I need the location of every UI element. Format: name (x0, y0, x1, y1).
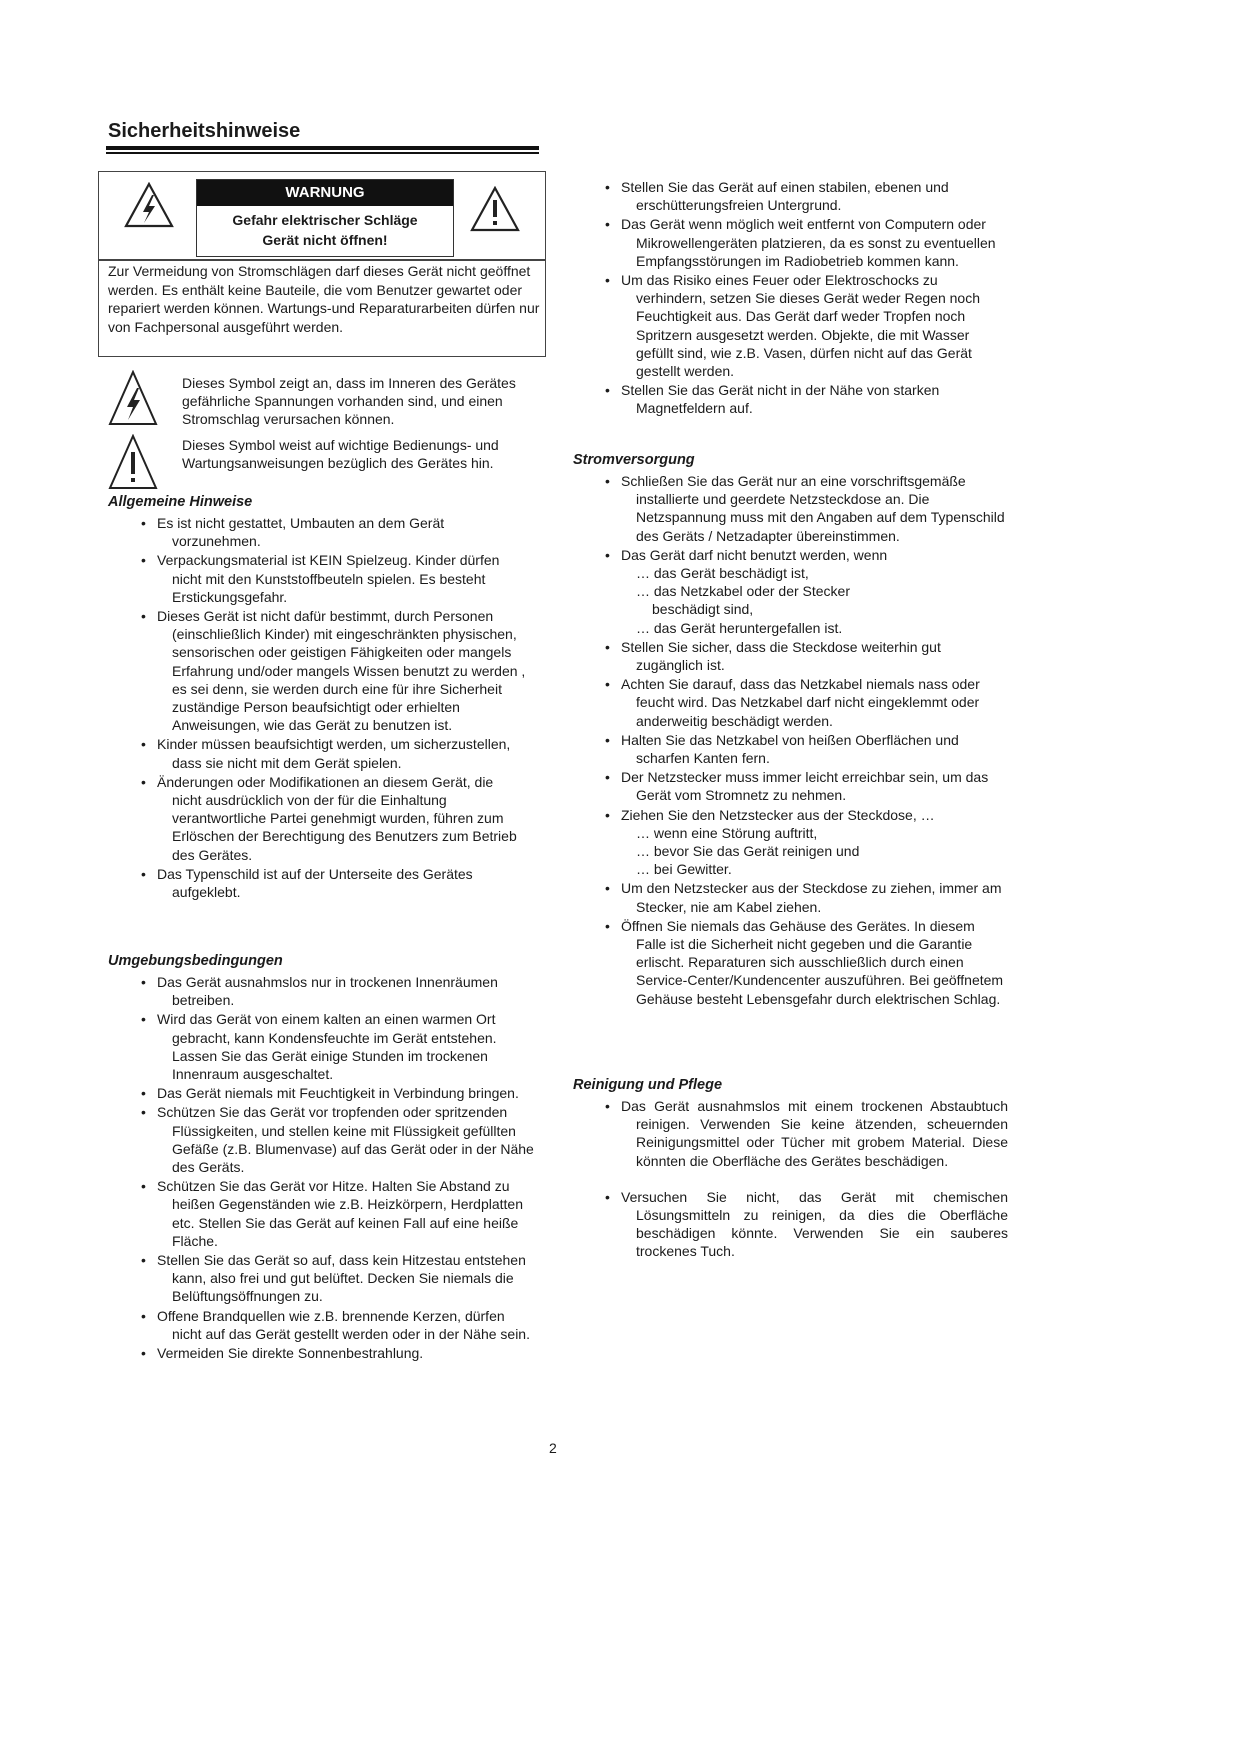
reinigung-list (605, 1097, 1008, 1262)
list-item: • Das Gerät wenn möglich weit entfernt von Computern oder Mikrowellengeräten platzieren, da es sonst zu eventuellen Empfangsstörungen im Radiobetrieb kommen kann. (605, 215, 1005, 270)
list-item: • Das Gerät ausnahmslos mit einem trockenen Abstaubtuch reinigen. Verwenden Sie keine ätzenden, scheuernden Reinigungsmittel oder Tücher mit grobem Material. Diese könnten die Oberfläche des Gerätes beschädigen. (605, 1097, 1008, 1170)
lightning-symbol-icon (108, 370, 158, 426)
list-item: • Verpackungsmaterial ist KEIN Spielzeug. Kinder dürfen nicht mit den Kunststoffbeuteln spielen. Es besteht Erstickungsgefahr. (141, 551, 526, 606)
list-item: • Vermeiden Sie direkte Sonnenbestrahlung. (141, 1344, 536, 1362)
list-item: • Das Gerät ausnahmslos nur in trockenen Innenräumen betreiben. (141, 973, 536, 1009)
allgemeine-title: Allgemeine Hinweise (108, 494, 253, 510)
sub-item: … bevor Sie das Gerät reinigen und (636, 843, 860, 860)
sub-item: … bei Gewitter. (636, 861, 732, 878)
exclamation-symbol-text: Dieses Symbol weist auf wichtige Bedienungs- und Wartungsanweisungen bezüglich des Gerätes hin. (182, 437, 499, 472)
sub-item-text: … das Netzkabel oder der Stecker (636, 583, 850, 600)
list-item: • Schließen Sie das Gerät nur an eine vorschriftsgemäße installierte und geerdete Netzsteckdose an. Die Netzspannung muss mit den Angaben auf dem Typenschild des Geräts / Netzadapter übereinstimmen. (605, 472, 1005, 545)
lightning-warning-icon (124, 182, 174, 228)
list-item: • Halten Sie das Netzkabel von heißen Oberflächen und scharfen Kanten fern. (605, 731, 1005, 767)
list-item: • Es ist nicht gestattet, Umbauten an dem Gerät vorzunehmen. (141, 514, 526, 550)
list-item (605, 806, 1005, 879)
list-item: • Stellen Sie sicher, dass die Steckdose weiterhin gut zugänglich ist. (605, 638, 1005, 674)
sub-item-continuation: beschädigt sind, (652, 601, 754, 618)
warning-header: WARNUNG (197, 180, 453, 206)
list-item: • Dieses Gerät ist nicht dafür bestimmt, durch Personen (einschließlich Kinder) mit eingeschränkten physischen, sensorischen oder geistigen Fähigkeiten oder mangels Erfahrung und/oder mangels Wissen benutzt zu werden , es sei denn, sie werden durch eine für ihre Sicherheit zuständige Person beaufsichtigt oder erhielten Anweisungen, wie das Gerät zu benutzen ist. (141, 607, 526, 734)
warning-divider (98, 259, 546, 261)
warning-label (196, 179, 454, 257)
right-top-list (605, 178, 1005, 419)
allgemeine-list (141, 514, 526, 902)
list-item: • Schützen Sie das Gerät vor tropfenden oder spritzenden Flüssigkeiten, und stellen keine mit Flüssigkeit gefüllten Gefäße (z.B. Blumenvase) auf das Gerät oder in der Nähe des Geräts. (141, 1103, 536, 1176)
list-item: • Um das Risiko eines Feuer oder Elektroschocks zu verhindern, setzen Sie dieses Gerät weder Regen noch Feuchtigkeit aus. Das Gerät darf weder Tropfen noch Spritzern ausgesetzt werden. Objekte, die mit Wasser gefüllt sind, wie z.B. Vasen, dürfen nicht auf das Gerät gestellt werden. (605, 271, 1005, 380)
strom-list (605, 472, 1005, 1009)
umgebung-title: Umgebungsbedingungen (108, 953, 283, 969)
list-item: • Änderungen oder Modifikationen an diesem Gerät, die nicht ausdrücklich von der für die Einhaltung verantwortliche Partei genehmigt wurden, führen zum Erlöschen der Berechtigung des Benutzers zum Betrieb des Gerätes. (141, 773, 526, 864)
list-item: • Versuchen Sie nicht, das Gerät mit chemischen Lösungsmitteln zu reinigen, da dies die Oberfläche beschädigen könnte. Verwenden Sie ein sauberes trockenes Tuch. (605, 1188, 1008, 1261)
list-item: • Der Netzstecker muss immer leicht erreichbar sein, um das Gerät vom Stromnetz zu nehmen. (605, 768, 1005, 804)
warning-body: Zur Vermeidung von Stromschlägen darf dieses Gerät nicht geöffnet werden. Es enthält keine Bauteile, die vom Benutzer gewartet oder repariert werden können. Wartungs-und Reparaturarbeiten dürfen nur von Fachpersonal ausgeführt werden. (108, 263, 540, 335)
list-item: • Um den Netzstecker aus der Steckdose zu ziehen, immer am Stecker, nie am Kabel ziehen. (605, 879, 1005, 915)
list-item: • Stellen Sie das Gerät nicht in der Nähe von starken Magnetfeldern auf. (605, 381, 1005, 417)
umgebung-list (141, 973, 536, 1363)
list-item (605, 546, 1005, 637)
list-item: • Achten Sie darauf, dass das Netzkabel niemals nass oder feucht wird. Das Netzkabel darf nicht eingeklemmt oder anderweitig beschädigt werden. (605, 675, 1005, 730)
sub-item (620, 582, 1005, 618)
list-item: • Schützen Sie das Gerät vor Hitze. Halten Sie Abstand zu heißen Gegenständen wie z.B. Heizkörpern, Herdplatten etc. Stellen Sie das Gerät auf keinen Fall auf eine heiße Fläche. (141, 1177, 536, 1250)
warning-line-2: Gerät nicht öffnen! (262, 232, 388, 248)
page-title: Sicherheitshinweise (108, 120, 301, 142)
list-item: • Offene Brandquellen wie z.B. brennende Kerzen, dürfen nicht auf das Gerät gestellt werden oder in der Nähe sein. (141, 1307, 536, 1343)
list-item: • Wird das Gerät von einem kalten an einen warmen Ort gebracht, kann Kondensfeuchte im Gerät entstehen. Lassen Sie das Gerät einige Stunden im trockenen Innenraum ausgeschaltet. (141, 1010, 536, 1083)
list-item: • Das Gerät niemals mit Feuchtigkeit in Verbindung bringen. (141, 1084, 536, 1102)
page-number: 2 (549, 1440, 557, 1456)
list-item: • Kinder müssen beaufsichtigt werden, um sicherzustellen, dass sie nicht mit dem Gerät spielen. (141, 735, 526, 771)
reinigung-title: Reinigung und Pflege (573, 1077, 723, 1093)
title-rule (106, 146, 539, 150)
list-item: • Öffnen Sie niemals das Gehäuse des Gerätes. In diesem Falle ist die Sicherheit nicht gegeben und die Garantie erlischt. Reparaturen sich ausschließlich durch einen Service-Center/Kundencenter auszuführen. Bei geöffnetem Gehäuse besteht Lebensgefahr durch elektrischen Schlag. (605, 917, 1005, 1008)
sub-item: … wenn eine Störung auftritt, (636, 824, 818, 841)
exclamation-symbol-icon (108, 434, 158, 490)
strom-title: Stromversorgung (573, 452, 695, 468)
title-rule-thin (106, 152, 539, 154)
list-item-text: Ziehen Sie den Netzstecker aus der Steckdose, … (621, 806, 935, 823)
sub-item: … das Gerät beschädigt ist, (636, 565, 809, 582)
sub-item: … das Gerät heruntergefallen ist. (636, 619, 843, 636)
list-item: • Stellen Sie das Gerät so auf, dass kein Hitzestau entstehen kann, also frei und gut belüftet. Decken Sie niemals die Belüftungsöffnungen zu. (141, 1251, 536, 1306)
exclamation-warning-icon (470, 186, 520, 232)
warning-line-1: Gefahr elektrischer Schläge (232, 212, 418, 228)
list-item-text: Das Gerät darf nicht benutzt werden, wenn (621, 546, 888, 563)
lightning-symbol-text: Dieses Symbol zeigt an, dass im Inneren des Gerätes gefährliche Spannungen vorhanden sind, und einen Stromschlag verursachen können. (182, 375, 516, 428)
list-item: • Das Typenschild ist auf der Unterseite des Gerätes aufgeklebt. (141, 865, 526, 901)
list-item: • Stellen Sie das Gerät auf einen stabilen, ebenen und erschütterungsfreien Untergrund. (605, 178, 1005, 214)
